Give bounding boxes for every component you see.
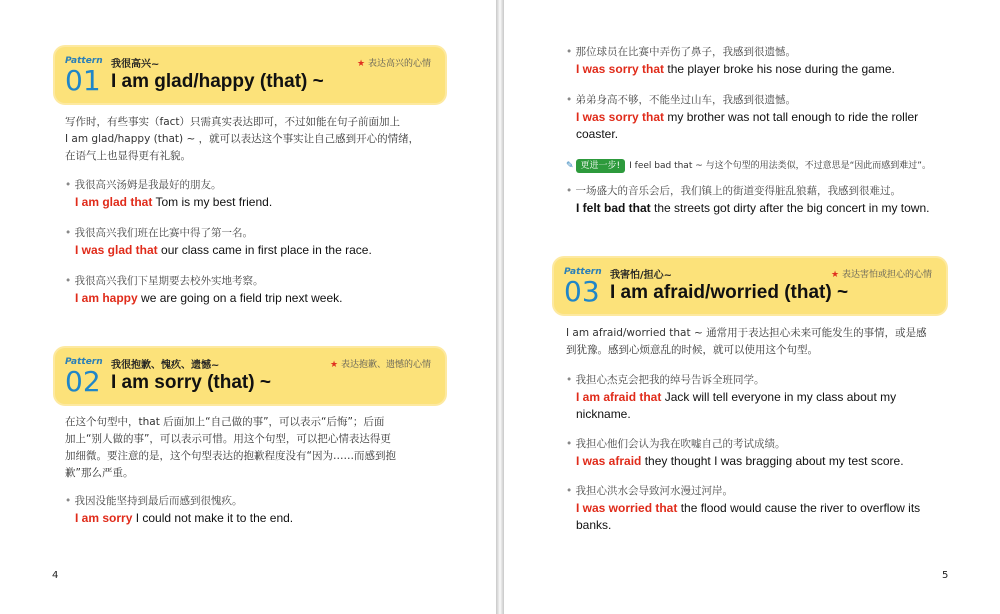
page-number: 4 bbox=[52, 570, 59, 581]
tip-text: I feel bad that ~ 与这个句型的用法类似，不过意思是“因此而感到难过”。 bbox=[629, 161, 931, 171]
bullet-icon: • bbox=[566, 46, 576, 58]
intro-paragraph-02: 在这个句型中，that 后面加上“自己做的事”，可以表示“后悔”；后面 加上“别人做的事”，可以表示可惜。用这个句型，可以把心情表达得更 加细微。要注意的是，这个句型表达的抱歉程度没有“因为……而感到抱 歉”那么严重。 bbox=[65, 416, 396, 479]
example-item: • 我很高兴我们下星期要去校外实地考察。 I am happy we are going on a field trip next week. bbox=[65, 275, 343, 305]
pattern-title: I am afraid/worried (that) ~ bbox=[610, 282, 849, 303]
pattern-label: Pattern bbox=[65, 357, 103, 367]
book-spine bbox=[496, 0, 504, 614]
example-item: • 我很高兴汤姆是我最好的朋友。 I am glad that Tom is my best friend. bbox=[65, 179, 273, 209]
pattern-number: 02 bbox=[65, 365, 101, 398]
pattern-chinese-title: 我很高兴~ bbox=[111, 59, 160, 70]
pattern-label: Pattern bbox=[564, 267, 602, 277]
star-icon: ★ bbox=[357, 59, 366, 69]
bullet-icon: • bbox=[65, 495, 75, 507]
pattern-number: 01 bbox=[65, 64, 101, 97]
star-icon: ★ bbox=[330, 360, 339, 370]
intro-paragraph-01: 写作时，有些事实（fact）只需真实表达即可，不过如能在句子前面加上 I am glad/happy (that) ~ ，就可以表达这个事实让自己感到开心的情绪， 在语气上也显得更有礼貌。 bbox=[65, 116, 420, 162]
example-item: • 弟弟身高不够，不能坐过山车，我感到很遗憾。 I was sorry that my brother was not tall enough to ride the roller coaster. bbox=[566, 94, 919, 141]
pattern-banner-02 bbox=[55, 348, 445, 404]
example-item: • 我担心他们会认为我在吹嘘自己的考试成绩。 I was afraid they thought I was bragging about my test score. bbox=[566, 438, 904, 468]
bullet-icon: • bbox=[65, 227, 75, 239]
star-icon: ★ bbox=[831, 270, 840, 280]
pattern-banner-03 bbox=[554, 258, 946, 314]
pattern-chinese-title: 我害怕/担心~ bbox=[610, 270, 673, 281]
tip-badge: 更进一步! bbox=[576, 159, 626, 173]
bullet-icon: • bbox=[566, 374, 576, 386]
tip-note bbox=[566, 159, 986, 173]
pattern-label: Pattern bbox=[65, 56, 103, 66]
page-number: 5 bbox=[942, 570, 949, 581]
pattern-number: 03 bbox=[564, 275, 600, 308]
pattern-chinese-title: 我很抱歉、愧疚、遗憾~ bbox=[111, 360, 220, 371]
pattern-tag: ★ 表达抱歉、遗憾的心情 bbox=[330, 360, 431, 370]
example-item: • 我担心洪水会导致河水漫过河岸。 I was worried that the flood would cause the river to overflow its banks. bbox=[566, 485, 921, 532]
pattern-tag: ★ 表达高兴的心情 bbox=[357, 59, 431, 69]
pattern-title: I am glad/happy (that) ~ bbox=[111, 71, 324, 92]
example-item: • 一场盛大的音乐会后，我们镇上的街道变得脏乱狼藉，我感到很难过。 I felt bad that the streets got dirty after the big concert in my town. bbox=[566, 185, 930, 215]
example-item: • 那位球员在比赛中弄伤了鼻子，我感到很遗憾。 I was sorry that the player broke his nose during the game. bbox=[566, 46, 895, 76]
example-item: • 我担心杰克会把我的绰号告诉全班同学。 I am afraid that Jack will tell everyone in my class about my nickname. bbox=[566, 374, 897, 421]
bullet-icon: • bbox=[566, 438, 576, 450]
bullet-icon: • bbox=[566, 94, 576, 106]
pattern-tag: ★ 表达害怕或担心的心情 bbox=[831, 270, 932, 280]
pattern-title: I am sorry (that) ~ bbox=[111, 372, 271, 393]
pencil-icon: ✎ bbox=[566, 161, 574, 171]
bullet-icon: • bbox=[566, 485, 576, 497]
pattern-banner-01 bbox=[55, 47, 445, 103]
right-page bbox=[504, 0, 1000, 614]
bullet-icon: • bbox=[566, 185, 576, 197]
bullet-icon: • bbox=[65, 179, 75, 191]
left-page bbox=[0, 0, 496, 614]
example-item: • 我因没能坚持到最后而感到很愧疚。 I am sorry I could not make it to the end. bbox=[65, 495, 294, 525]
bullet-icon: • bbox=[65, 275, 75, 287]
intro-paragraph-03: I am afraid/worried that ~ 通常用于表达担心未来可能发生的事情，或是感 到犹豫。感到心烦意乱的时候，就可以使用这个句型。 bbox=[566, 327, 927, 356]
example-item: • 我很高兴我们班在比赛中得了第一名。 I was glad that our class came in first place in the race. bbox=[65, 227, 372, 257]
